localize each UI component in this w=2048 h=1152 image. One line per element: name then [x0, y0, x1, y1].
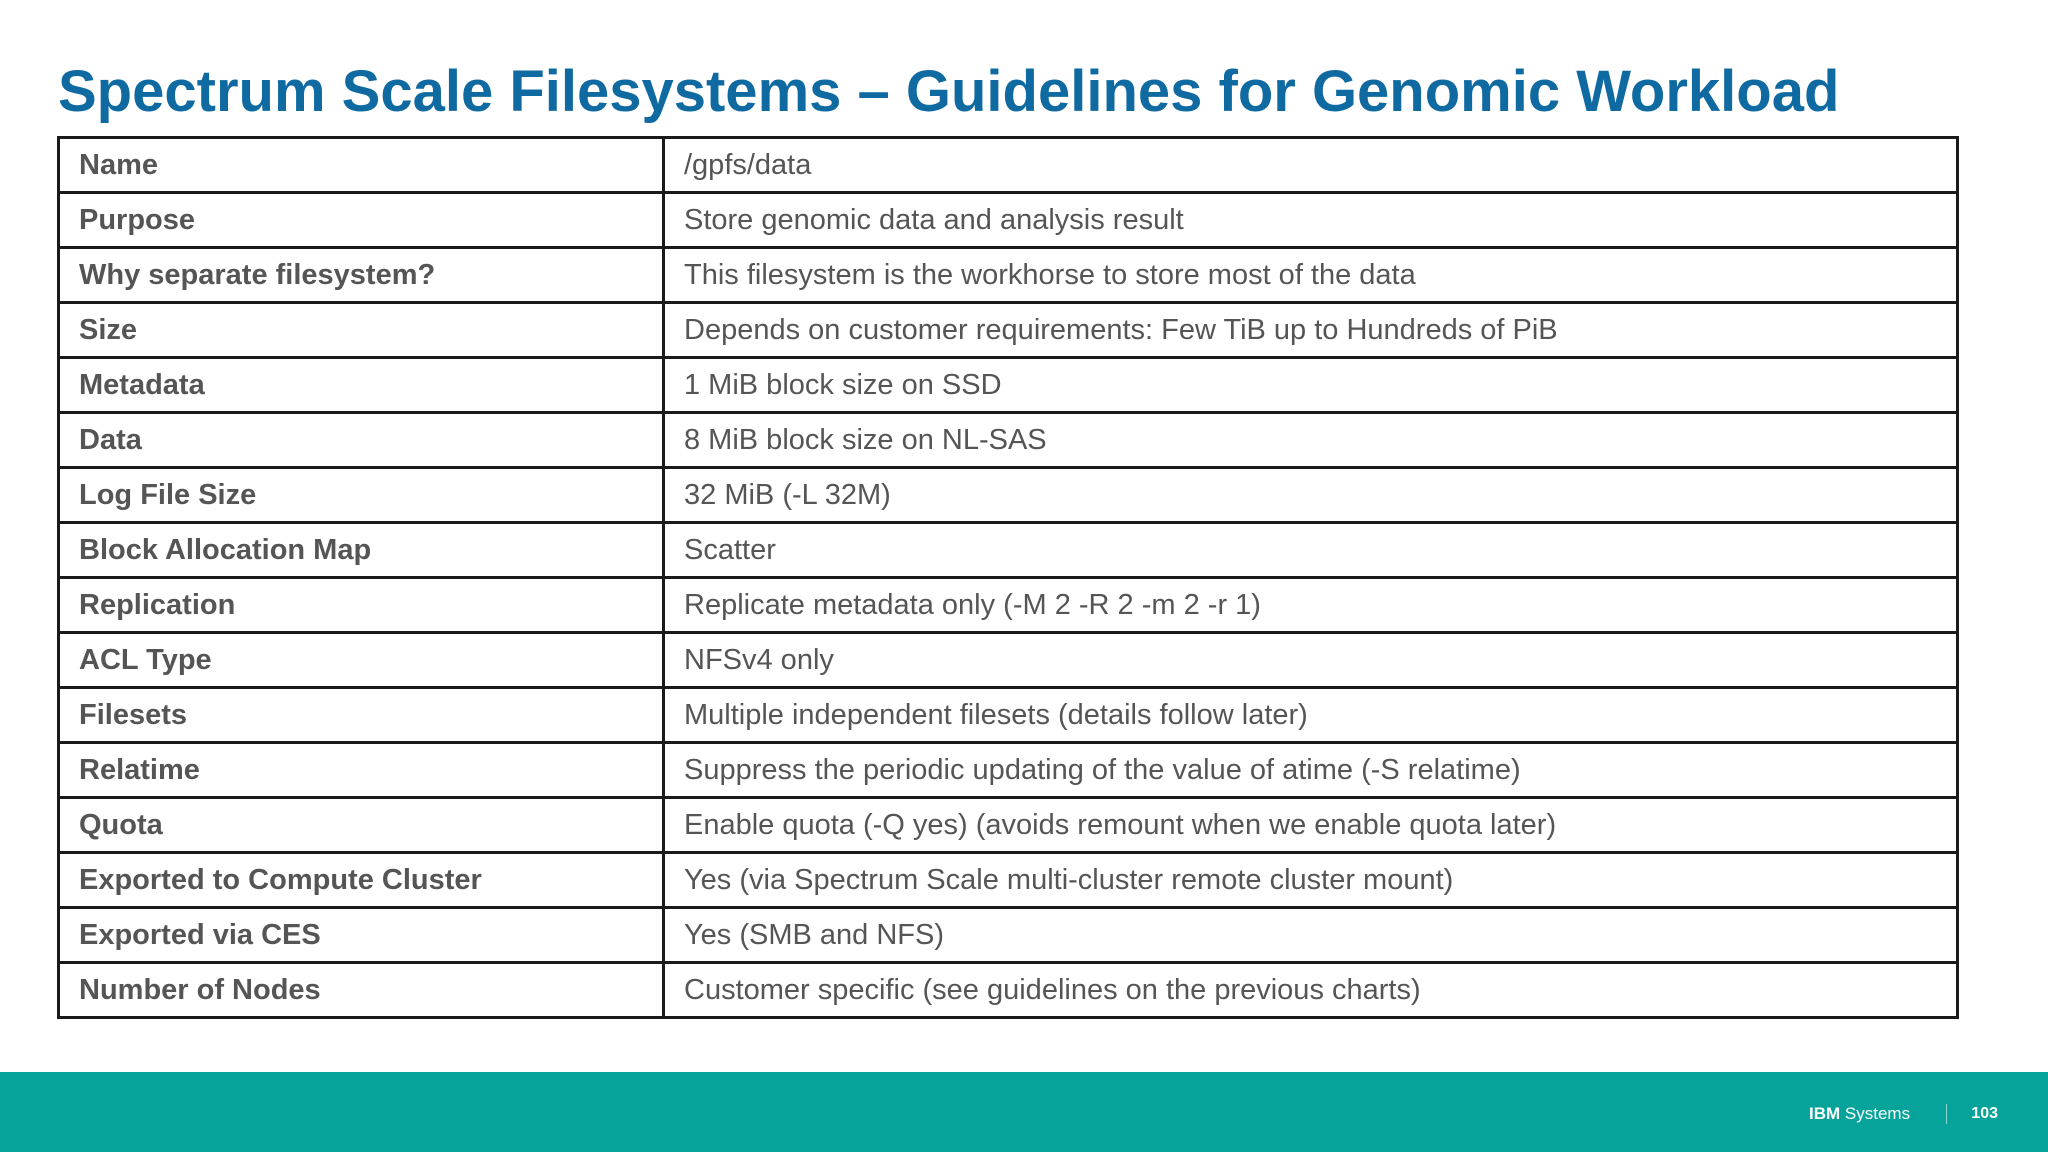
table-row: [59, 798, 1958, 853]
row-value: Depends on customer requirements: Few TiB up to Hundreds of PiB: [664, 303, 1958, 358]
ibm-systems-logo: [1809, 1103, 1910, 1125]
table-row: [59, 248, 1958, 303]
row-value: Enable quota (-Q yes) (avoids remount when we enable quota later): [664, 798, 1958, 853]
row-key: Name: [59, 138, 664, 193]
row-key: Replication: [59, 578, 664, 633]
table-row: [59, 688, 1958, 743]
footer-bar: [0, 1072, 2048, 1152]
row-key: Filesets: [59, 688, 664, 743]
row-key: Exported via CES: [59, 908, 664, 963]
row-key: Purpose: [59, 193, 664, 248]
row-value: Scatter: [664, 523, 1958, 578]
table-row: [59, 853, 1958, 908]
row-key: Why separate filesystem?: [59, 248, 664, 303]
table-row: [59, 908, 1958, 963]
table-row: [59, 523, 1958, 578]
table-row: [59, 578, 1958, 633]
row-key: Log File Size: [59, 468, 664, 523]
row-value: 8 MiB block size on NL-SAS: [664, 413, 1958, 468]
row-value: Suppress the periodic updating of the value of atime (-S relatime): [664, 743, 1958, 798]
row-value: This filesystem is the workhorse to store most of the data: [664, 248, 1958, 303]
slide-title: Spectrum Scale Filesystems – Guidelines for Genomic Workload: [58, 59, 1840, 124]
table-body: [59, 138, 1958, 1018]
table-row: [59, 138, 1958, 193]
row-key: Metadata: [59, 358, 664, 413]
brand-systems: Systems: [1844, 1104, 1911, 1123]
table-row: [59, 963, 1958, 1018]
table-row: [59, 303, 1958, 358]
filesystem-guidelines-table: [57, 136, 1959, 1019]
row-key: Quota: [59, 798, 664, 853]
table-row: [59, 358, 1958, 413]
brand-ibm: IBM: [1809, 1104, 1841, 1123]
row-value: Yes (SMB and NFS): [664, 908, 1958, 963]
row-key: ACL Type: [59, 633, 664, 688]
row-value: Multiple independent filesets (details follow later): [664, 688, 1958, 743]
row-key: Exported to Compute Cluster: [59, 853, 664, 908]
row-value: 32 MiB (-L 32M): [664, 468, 1958, 523]
row-value: Replicate metadata only (-M 2 -R 2 -m 2 -r 1): [664, 578, 1958, 633]
table-row: [59, 633, 1958, 688]
table-row: [59, 743, 1958, 798]
row-key: Data: [59, 413, 664, 468]
row-key: Block Allocation Map: [59, 523, 664, 578]
row-value: Yes (via Spectrum Scale multi-cluster remote cluster mount): [664, 853, 1958, 908]
row-key: Size: [59, 303, 664, 358]
table-row: [59, 413, 1958, 468]
page-number: 103: [1971, 1105, 1998, 1122]
row-value: /gpfs/data: [664, 138, 1958, 193]
table-row: [59, 193, 1958, 248]
row-value: 1 MiB block size on SSD: [664, 358, 1958, 413]
row-value: NFSv4 only: [664, 633, 1958, 688]
row-value: Store genomic data and analysis result: [664, 193, 1958, 248]
row-value: Customer specific (see guidelines on the previous charts): [664, 963, 1958, 1018]
row-key: Number of Nodes: [59, 963, 664, 1018]
table-row: [59, 468, 1958, 523]
row-key: Relatime: [59, 743, 664, 798]
